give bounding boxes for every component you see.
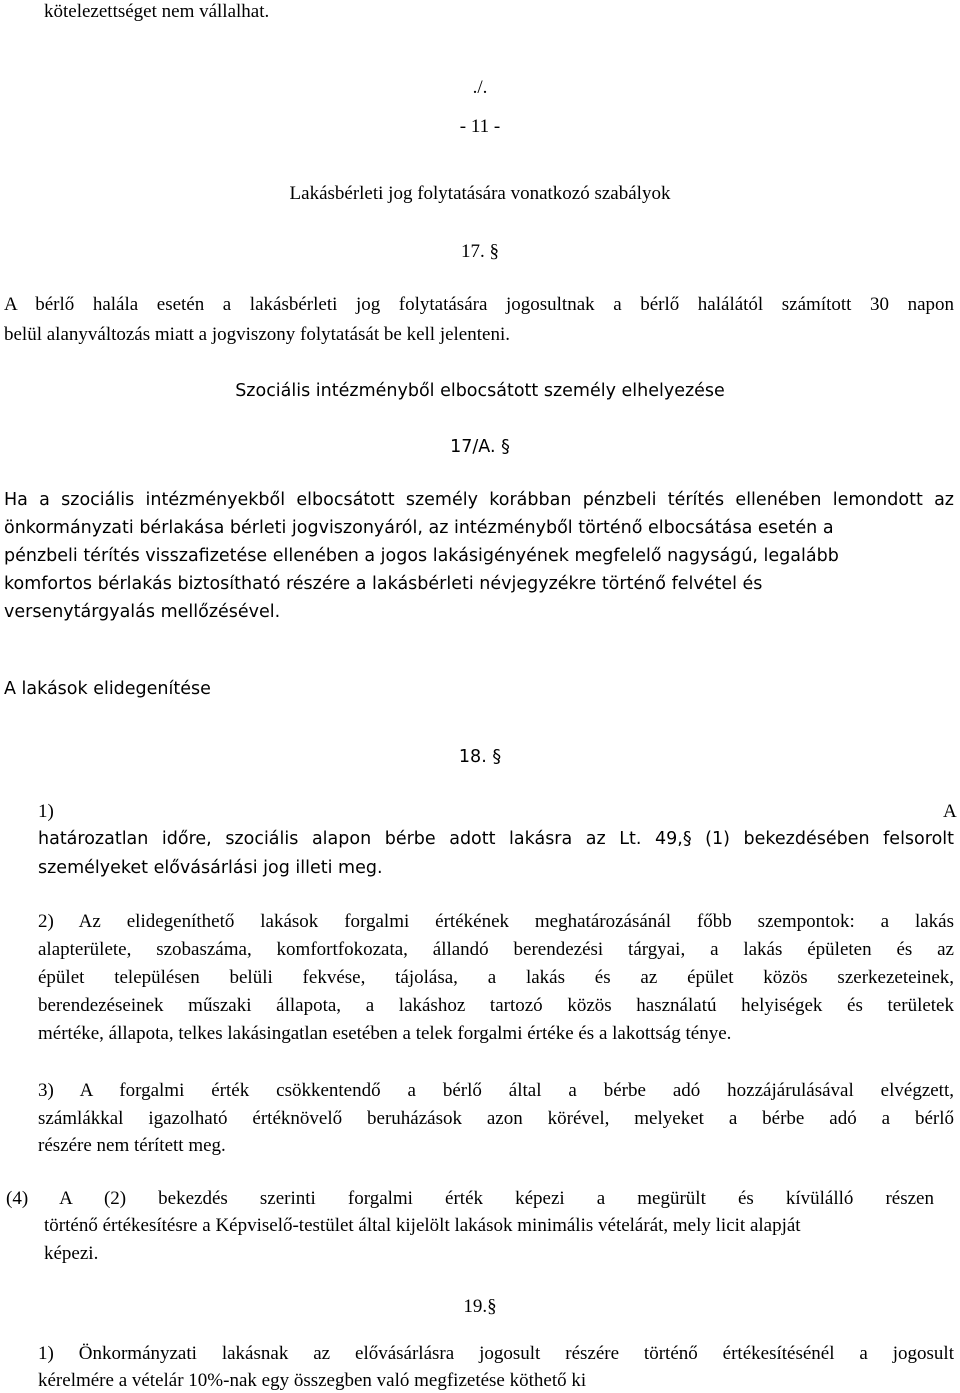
section-17a-title: 17/A. § xyxy=(450,437,510,457)
paragraph-line: képezi. xyxy=(44,1243,99,1264)
section-heading: Lakásbérleti jog folytatására vonatkozó szabályok xyxy=(289,183,671,204)
section-17a-line: önkormányzati bérlakása bérleti jogviszonyáról, az intézményből történő elbocsátása esetén a xyxy=(4,518,834,538)
section-17-line: belül alanyváltozás miatt a jogviszony folytatását be kell jelenteni. xyxy=(4,324,510,345)
paragraph-line: 3) A forgalmi érték csökkentendő a bérlő által a bérbe adó hozzájárulásával elvégzett, xyxy=(38,1080,954,1101)
paragraph-line: (4) A (2) bekezdés szerinti forgalmi érték képezi a megürült és kívülálló részen xyxy=(6,1188,934,1209)
paragraph-line: épület településen belüli fekvése, tájolása, a lakás és az épület közös szerkezeteinek, xyxy=(38,967,954,988)
paragraph-line: személyeket elővásárlási jog illeti meg. xyxy=(38,858,383,878)
section-17-title: 17. § xyxy=(461,241,499,262)
paragraph-line: 2) Az elidegeníthető lakások forgalmi értékének meghatározásánál főbb szempontok: a lakás xyxy=(38,911,954,932)
paragraph-line: számlákkal igazolható értéknövelő beruházások azon körével, melyeket a bérbe adó a bérlő xyxy=(38,1108,954,1129)
page-number: - 11 - xyxy=(459,116,501,137)
section-heading: A lakások elidegenítése xyxy=(4,679,211,699)
paragraph-line: történő értékesítésre a Képviselő-testület által kijelölt lakások minimális vételárát, mely licit alapját xyxy=(44,1215,801,1236)
paragraph-line: részére nem térített meg. xyxy=(38,1135,226,1156)
continuation-mark: ./. xyxy=(472,77,488,98)
section-18-title: 18. § xyxy=(458,747,502,767)
paragraph-line: 1) Önkormányzati lakásnak az elővásárlásra jogosult részére történő értékesítésénél a jogosult xyxy=(38,1343,954,1364)
carryover-line: kötelezettséget nem vállalhat. xyxy=(44,1,270,22)
section-19-title: 19.§ xyxy=(463,1296,497,1317)
section-17a-line: pénzbeli térítés visszafizetése ellenében a jogos lakásigényének megfelelő nagyságú, legalább xyxy=(4,546,839,566)
paragraph-number: 1) xyxy=(38,801,54,822)
section-17a-line: versenytárgyalás mellőzésével. xyxy=(4,602,281,622)
paragraph-first-word: A xyxy=(943,801,957,822)
paragraph-line: kérelmére a vételár 10%-nak egy összegben való megfizetése köthető ki xyxy=(38,1370,587,1391)
section-heading: Szociális intézményből elbocsátott személy elhelyezése xyxy=(235,381,725,401)
section-17a-line: Ha a szociális intézményekből elbocsátott személy korábban pénzbeli térítés ellenében lemondott az xyxy=(4,490,954,510)
paragraph-line: határozatlan időre, szociális alapon bérbe adott lakásra az Lt. 49,§ (1) bekezdésében felsorolt xyxy=(38,829,954,849)
paragraph-line: mértéke, állapota, telkes lakásingatlan esetében a telek forgalmi értéke és a lakottság ténye. xyxy=(38,1023,732,1044)
section-17a-line: komfortos bérlakás biztosítható részére a lakásbérleti névjegyzékre történő felvétel és xyxy=(4,574,763,594)
paragraph-line: alapterülete, szobaszáma, komfortfokozata, állandó berendezési tárgyai, a lakás épületen és az xyxy=(38,939,954,960)
paragraph-line: berendezéseinek műszaki állapota, a lakáshoz tartozó közös használatú helyiségek és területek xyxy=(38,995,954,1016)
section-17-line: A bérlő halála esetén a lakásbérleti jog folytatására jogosultnak a bérlő halálától számított 30 napon xyxy=(4,294,954,315)
